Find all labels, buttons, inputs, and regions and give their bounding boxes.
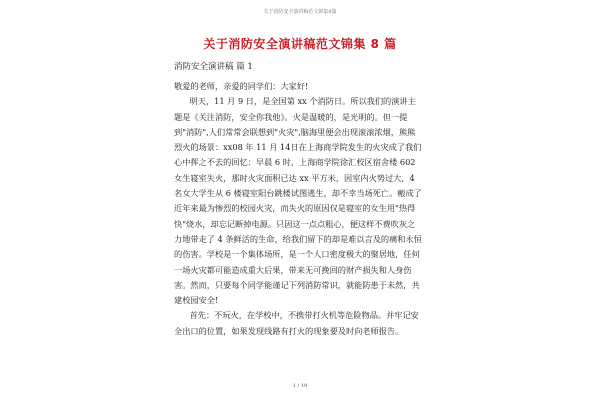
document-title: 关于消防安全演讲稿范文锦集 8 篇 [203, 37, 397, 51]
section-subheading: 消防安全演讲稿 篇 1 [174, 62, 253, 72]
body-paragraph: 首先：不玩火，在学校中，不携带打火机等危险物品。并牢记安全出口的位置，如果发现线路有打火的现象要及时向老师报告。 [174, 310, 419, 336]
body-paragraph: 明天，11 月 9 日，是全国第 xx 个消防日。所以我们的演讲主题是《关注消防，安全你我他》。火是温暖的，是光明的。但一提到"消防",人们常常会联想到"火灾",脑海里便会出现滚滚浓烟，熊熊烈火的场景：xx08 年 11 月 14日在上海商学院发生的火灾成了我们心中挥之不去的回忆：早晨 6 时，上海商学院徐汇校区宿舍楼 602 女生寝室失火，那时火灾面积已达 xx 平方米，因室内火势过大，4 名女大学生从 6 楼寝室阳台跳楼试图逃生，却不幸当场死亡。瘢成了近年来最为惨烈的校园火灾，而失火的原因仅是寝室的女生用"热得快"烧水，却忘记断掉电源。只因这一点点粗心，便这样不费吹灰之力地带走了 4 条鲜活的生命，给我们留下的却是难以言及的痛和永恒的伤害。学校是一个集体场所，是一个人口密度极大的聚居地，任何一场火灾都可能造成重大后果，带来无可挽回的财产损失和人身伤害。然而，只要每个同学能谨记下列消防常识，就能防患于未然，共建校园安全! [174, 96, 422, 306]
page-number: 1 / 19 [292, 383, 308, 389]
body-text [174, 79, 422, 339]
greeting-paragraph: 敬爱的老师，亲爱的同学们：大家好! [174, 81, 309, 91]
running-header: 关于消防安全演讲稿范文锦集8篇 [263, 9, 337, 15]
